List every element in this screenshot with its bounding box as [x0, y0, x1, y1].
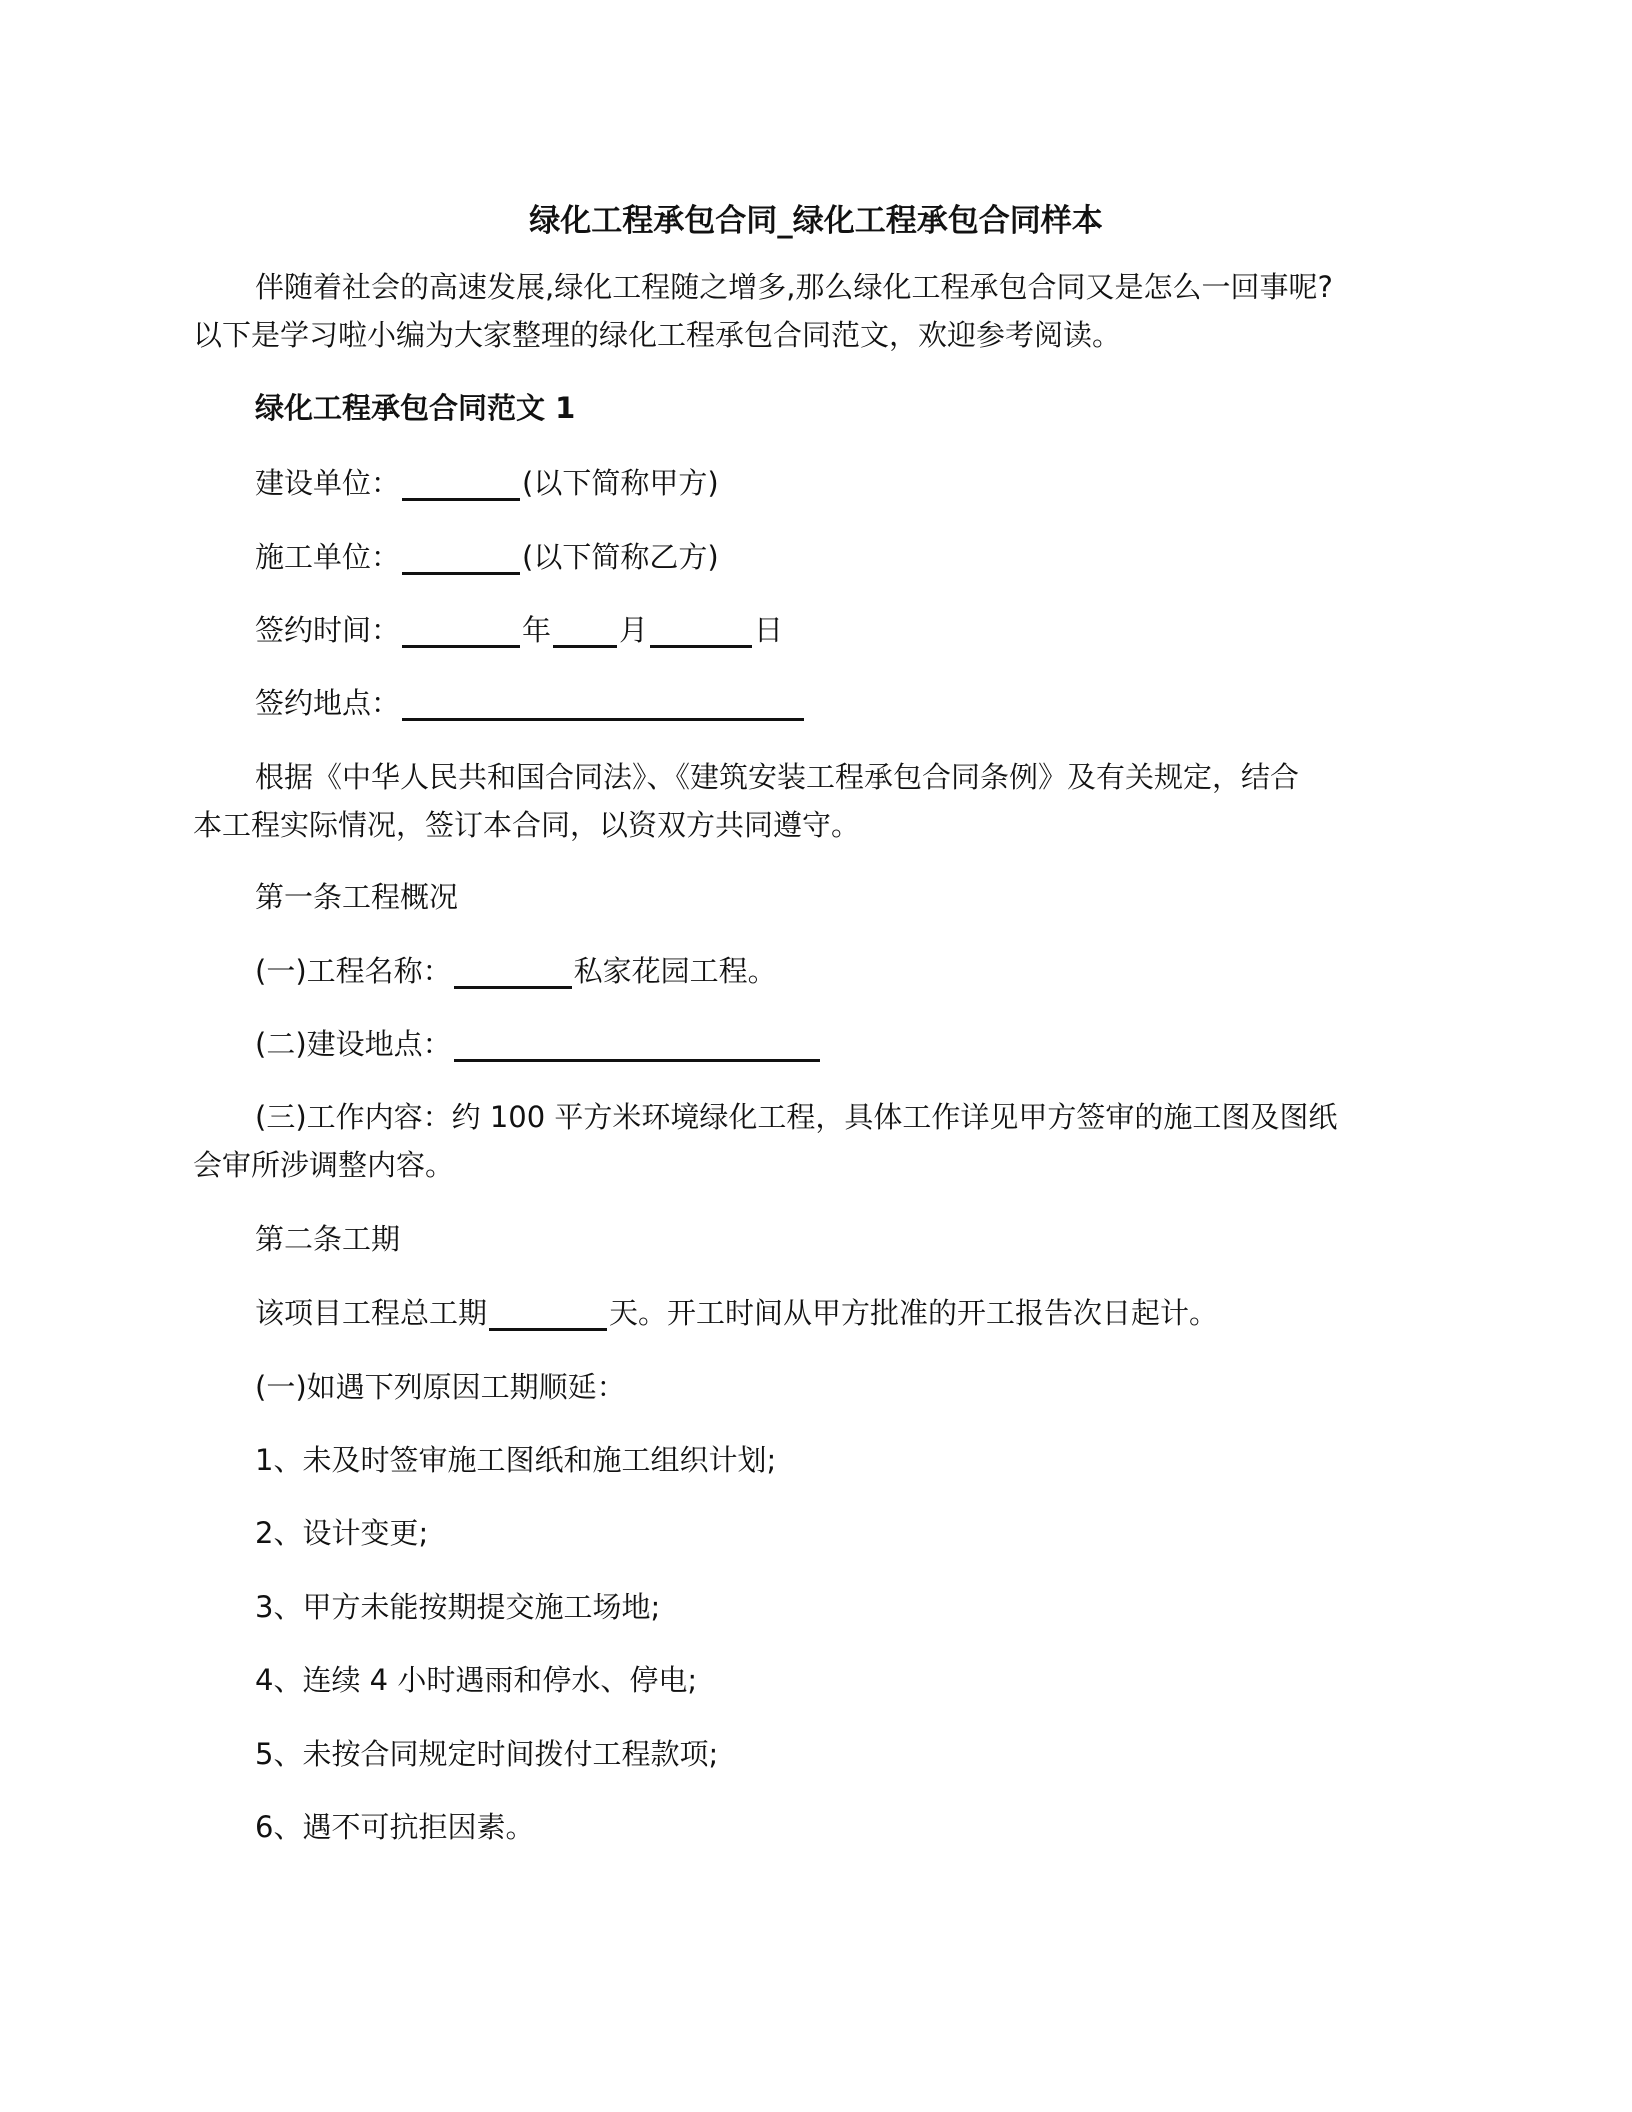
- project-name-blank: [454, 956, 572, 989]
- year-label: 年: [522, 613, 552, 647]
- duration-line: [255, 1295, 1218, 1331]
- article-2-heading: 第二条工期: [255, 1222, 401, 1256]
- party-a-line: [255, 465, 719, 501]
- project-site-line: [255, 1026, 822, 1062]
- duration-prefix: 该项目工程总工期: [255, 1296, 488, 1330]
- party-a-blank: [402, 468, 520, 501]
- party-b-suffix: (以下简称乙方): [522, 540, 719, 574]
- project-site-label: (二)建设地点：: [255, 1027, 452, 1061]
- delay-intro: (一)如遇下列原因工期顺延：: [255, 1370, 626, 1404]
- project-name-line: [255, 953, 777, 989]
- list-item: 1、未及时签审施工图纸和施工组织计划;: [255, 1443, 777, 1477]
- list-item: 2、设计变更;: [255, 1516, 429, 1550]
- month-label: 月: [619, 613, 649, 647]
- month-blank: [553, 615, 617, 648]
- duration-suffix: 天。开工时间从甲方批准的开工报告次日起计。: [609, 1296, 1219, 1330]
- article-1-heading: 第一条工程概况: [255, 880, 459, 914]
- project-name-label: (一)工程名称：: [255, 954, 452, 988]
- duration-blank: [489, 1298, 607, 1331]
- intro-line-1: 伴随着社会的高速发展,绿化工程随之增多,那么绿化工程承包合同又是怎么一回事呢?: [255, 270, 1333, 304]
- sign-time-label: 签约时间：: [255, 613, 401, 647]
- party-b-label: 施工单位：: [255, 540, 401, 574]
- sign-place-blank: [402, 688, 804, 721]
- document-title: 绿化工程承包合同_绿化工程承包合同样本: [529, 203, 1103, 239]
- party-a-suffix: (以下简称甲方): [522, 466, 719, 500]
- day-blank: [650, 615, 752, 648]
- project-site-blank: [454, 1029, 820, 1062]
- intro-line-2: 以下是学习啦小编为大家整理的绿化工程承包合同范文，欢迎参考阅读。: [193, 318, 1122, 352]
- list-item: 5、未按合同规定时间拨付工程款项;: [255, 1737, 719, 1771]
- party-b-blank: [402, 542, 520, 575]
- project-name-suffix: 私家花园工程。: [573, 954, 777, 988]
- list-item: 3、甲方未能按期提交施工场地;: [255, 1590, 661, 1624]
- list-item: 6、遇不可抗拒因素。: [255, 1810, 535, 1844]
- work-content-line-1: (三)工作内容：约 100 平方米环境绿化工程，具体工作详见甲方签审的施工图及图纸: [255, 1100, 1338, 1134]
- work-content-line-2: 会审所涉调整内容。: [193, 1148, 455, 1182]
- year-blank: [402, 615, 520, 648]
- section-heading: 绿化工程承包合同范文 1: [255, 391, 576, 425]
- sign-place-line: [255, 685, 806, 721]
- sign-place-label: 签约地点：: [255, 686, 401, 720]
- basis-line-2: 本工程实际情况，签订本合同，以资双方共同遵守。: [193, 808, 861, 842]
- day-label: 日: [754, 613, 784, 647]
- list-item: 4、连续 4 小时遇雨和停水、停电;: [255, 1663, 698, 1697]
- party-b-line: [255, 539, 719, 575]
- sign-time-line: [255, 612, 783, 648]
- basis-line-1: 根据《中华人民共和国合同法》、《建筑安装工程承包合同条例》及有关规定，结合: [255, 760, 1300, 794]
- party-a-label: 建设单位：: [255, 466, 401, 500]
